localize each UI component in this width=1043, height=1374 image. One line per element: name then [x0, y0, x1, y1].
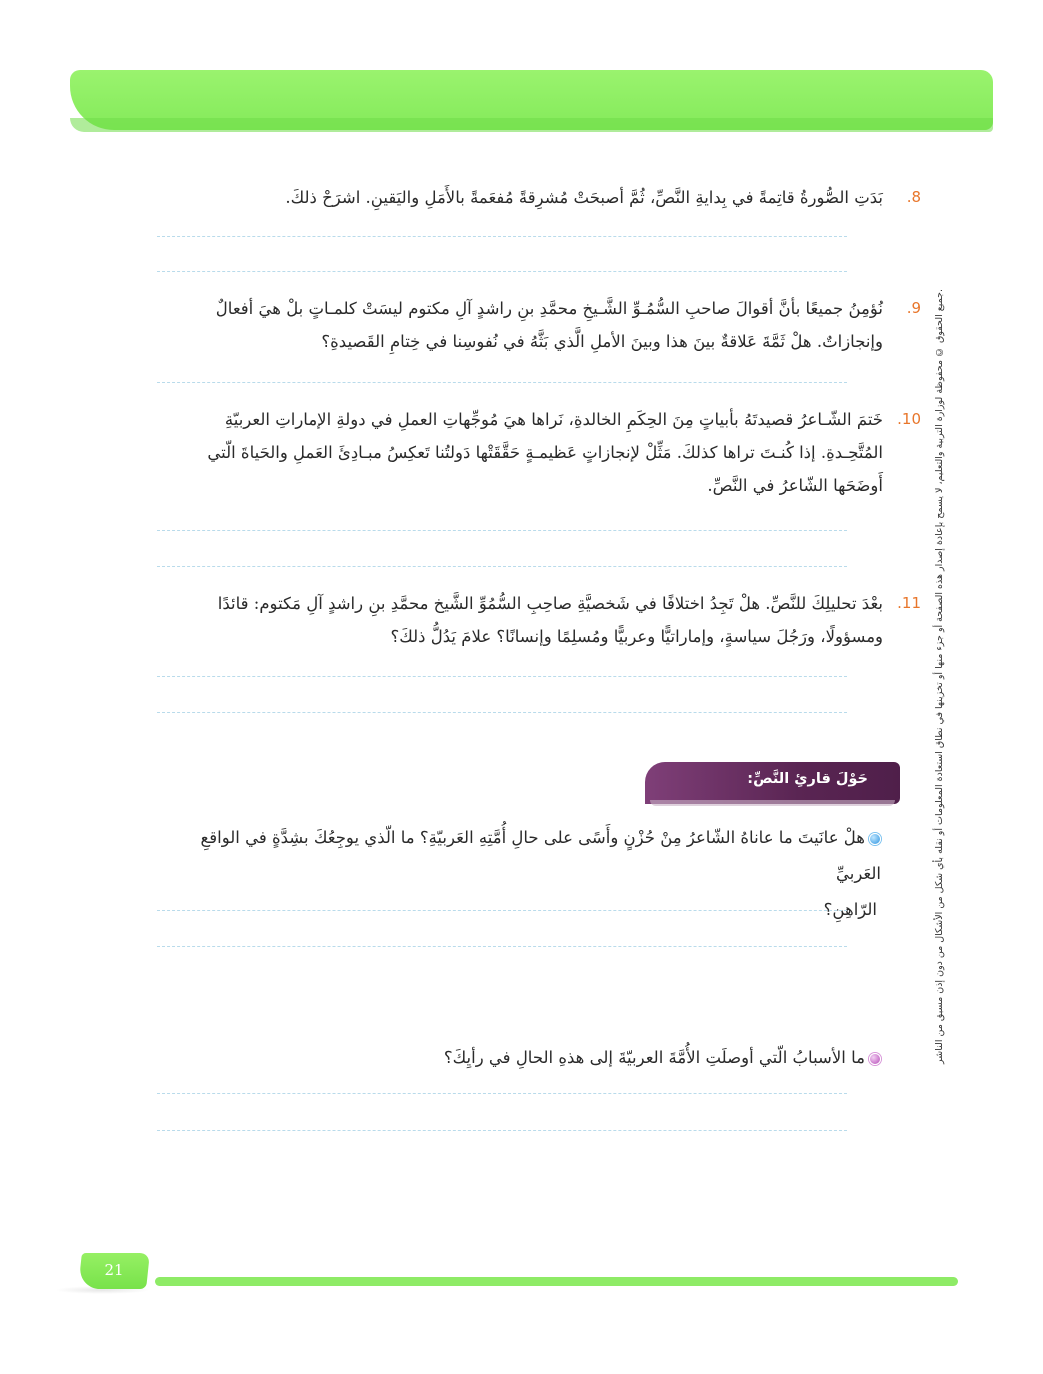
answer-line[interactable]: [157, 271, 847, 272]
copyright-side-note: جميع الحقوق © محفوظة لوزارة التربية والتعليم، لا يسمح بإعادة إصدار هذه الصفحة أو جزء منها أو تخزينها في نطاق استعادة المعلومات أو نقله بأي شكل من الأشكال من دون إذن مسبق من الناشر.: [934, 288, 945, 1064]
question-text-line: ومسؤولًا، ورَجُلَ سياسةٍ، وإماراتيًّا وعربيًّا ومُسلِمًا وإنسانًا؟ علامَ يَدُلُّ ذلكَ؟: [390, 627, 883, 646]
section-header-shadow: [650, 800, 895, 806]
answer-line[interactable]: [157, 566, 847, 567]
footer-bar: [155, 1277, 958, 1286]
question-number: .8: [906, 188, 921, 206]
purple-bullet-icon: [869, 1053, 881, 1065]
top-banner-shade: [70, 118, 993, 132]
answer-line[interactable]: [157, 946, 847, 947]
blue-bullet-icon: [869, 833, 881, 845]
page-number: 21: [104, 1261, 124, 1279]
bullet-text-line: هلْ عانَيتَ ما عاناهُ الشّاعرُ مِنْ حُزْنٍ وأَسًى على حالِ أُمَّتِهِ العَربيّةِ؟ ما الّذي يوجِعُكَ بشِدَّةٍ في الواقعِ العَربيِّ: [200, 828, 881, 883]
answer-line[interactable]: [157, 1130, 847, 1131]
bullet-text-line: ما الأسبابُ الّتي أوصلَتِ الأُمَّةَ العربيّةَ إلى هذهِ الحالِ في رأيِكَ؟: [443, 1048, 865, 1067]
question-text-line: المُتَّحِـدةِ. إذا كُنـتَ تراها كذلكَ. مَثِّلْ لإنجازاتٍ عَظيمـةٍ حَقَّقَتْها دَولتُنا تَعكِسُ مبـادِئَ العَملِ والحَياةَ الّتي: [207, 443, 883, 462]
reader-question-1: [161, 820, 881, 928]
question-11: [178, 587, 921, 653]
question-text-line: بعْدَ تحليلِكَ للنَّصِّ. هلْ تَجِدُ اختلافًا في شَخصيَّةِ صاحِبِ السُّمُوِّ الشَّيخ محمَّدِ بنِ راشدٍ آلِ مَكتوم: قائدًا: [217, 594, 883, 613]
question-text-line: خَتمَ الشّـاعرُ قصيدتَهُ بأبياتٍ مِنَ الحِكَمِ الخالدةِ، نَراها هيَ مُوجِّهاتِ العملِ في دولةِ الإماراتِ العربيّةِ: [224, 410, 883, 429]
question-text-line: أَوضَحَها الشّاعرُ في النَّصِّ.: [707, 476, 883, 495]
question-text-line: نُؤمِنُ جميعًا بأنَّ أقوالَ صاحبِ السُّمُـوِّ الشَّـيخِ محمَّدِ بنِ راشدٍ آلِ مكتوم ليسَتْ كلمـاتٍ بلْ هيَ أفعالٌ: [215, 299, 883, 318]
question-10: [178, 403, 921, 502]
answer-line[interactable]: [157, 676, 847, 677]
question-number: .11: [897, 594, 921, 612]
question-9: [178, 292, 921, 358]
question-text-line: وإنجازاتٌ. هلْ ثَمَّةَ عَلاقةٌ بينَ هذا وبينَ الأملِ الَّذي بَثَّهُ في نُفوسِنا في خِتامِ القَصيدةِ؟: [321, 332, 883, 351]
question-text-line: بَدَتِ الصُّورةُ قاتِمةً في بِدايةِ النَّصِّ، ثُمَّ أصبحَتْ مُشرِقةً مُفعَمةً بالأَمَلِ واليَقينِ. اشرَحْ ذلكَ.: [285, 188, 883, 207]
section-header-tab: [645, 762, 900, 804]
question-number: .10: [897, 410, 921, 428]
question-number: .9: [906, 299, 921, 317]
answer-line[interactable]: [157, 382, 847, 383]
answer-line[interactable]: [157, 530, 847, 531]
bullet-text-line: الرّاهِنِ؟: [823, 900, 877, 919]
answer-line[interactable]: [157, 910, 847, 911]
section-title: حَوْلَ قارئِ النَّصِّ:: [747, 771, 868, 787]
answer-line[interactable]: [157, 236, 847, 237]
answer-line[interactable]: [157, 1093, 847, 1094]
answer-line[interactable]: [157, 712, 847, 713]
question-8: [233, 181, 921, 214]
reader-question-2: [381, 1040, 881, 1076]
